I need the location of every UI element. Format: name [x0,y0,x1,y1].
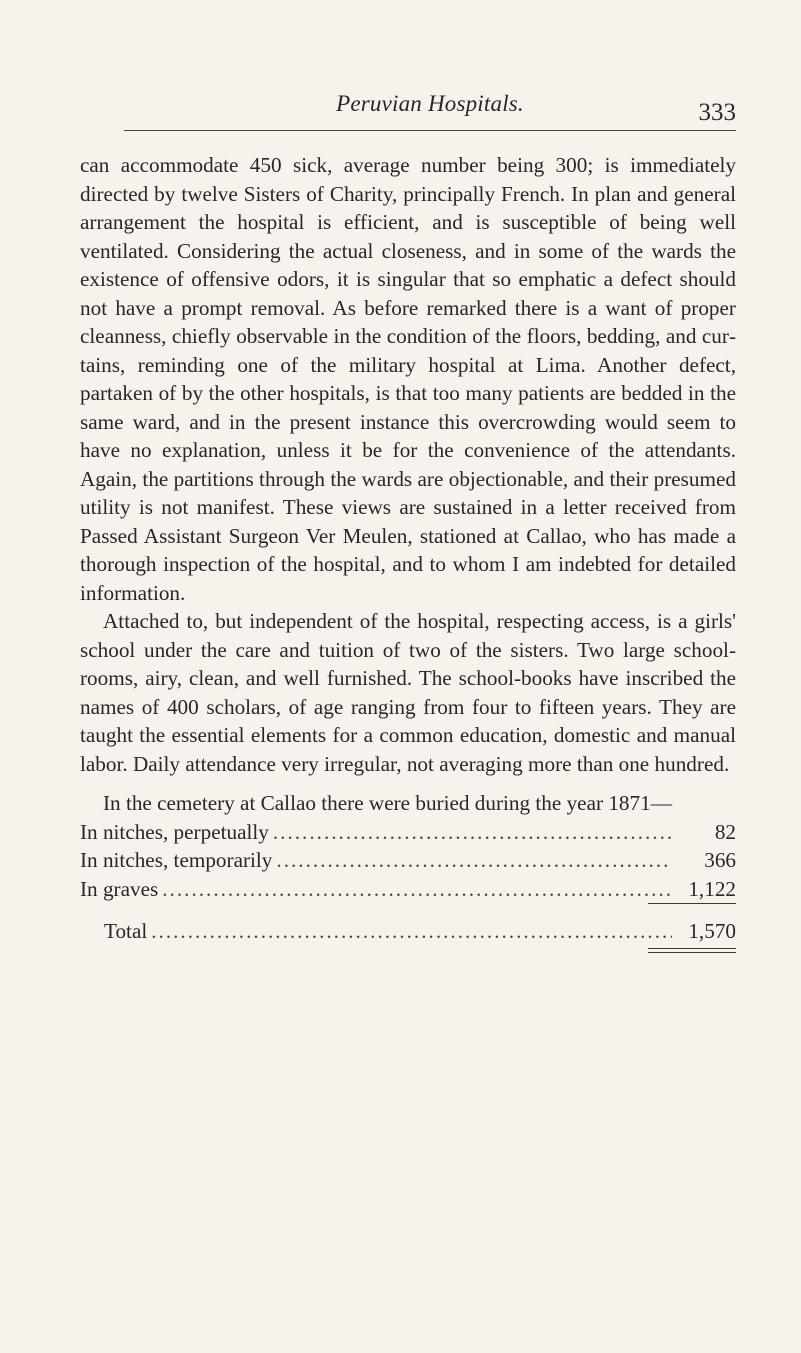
paragraph-school: Attached to, but independent of the hospital, respecting access, is a girls' school under the care and tuition of two of the sisters. Two large school-rooms, airy, clean, and well furnished. The school-books have inscribed the names of 400 scholars, of age ranging from four to fifteen years. They are taught the essential elements for a common education, domestic and manual labor. Daily attendance very irregular, not averaging more than one hundred. [80,609,736,776]
table-row [80,818,736,847]
row-label: In nitches, temporarily [80,848,273,872]
sum-line [648,903,736,904]
leader-dots [276,846,672,875]
burials-table [80,818,736,956]
table-row [80,875,736,904]
paragraph-cemetery: In the cemetery at Callao there were buried during the year 1871— [103,791,672,815]
body-text [80,151,736,956]
row-value: 1,122 [688,876,736,901]
leader-dots [162,875,672,904]
total-value: 1,570 [688,919,736,943]
header-rule [124,130,736,131]
row-label: In nitches, perpetually [80,819,269,844]
double-rule [80,948,736,956]
row-value: 82 [714,819,736,844]
paragraph-gap [80,778,736,789]
row-label: In graves [80,876,159,901]
leader-dots [273,818,672,847]
total-label: Total [104,919,148,943]
table-row [80,846,736,875]
leader-dots [151,917,672,946]
paragraph-hospital: can accommodate 450 sick, average number being 300; is immediately directed by twelve Sisters of Charity, principally French. In plan and general arrangement the hospital is efficient, and is susceptible of being well ventilated. Considering the actual closeness, and in some of the wards the existence of offensive odors, it is singular that so emphatic a defect should not have a prompt removal. As before remarked there is a want of proper cleanness, chiefly observable in the condition of the floors, bedding, and curtains, reminding one of the military hospital at Lima. Another defect, partaken of by the other hospitals, is that too many patients are bedded in the same ward, and in the present instance this overcrowding would seem to have no explanation, unless it be for the convenience of the attendants. Again, the partitions through the wards are objectionable, and their presumed utility is not manifest. These views are sustained in a letter received from Passed Assistant Surgeon Ver Meulen, stationed at Callao, who has made a thorough inspection of the hospital, and to whom I am indebted for detailed information. [80,153,736,605]
running-title: Peruvian Hospitals. [336,91,524,116]
total-row [80,917,736,946]
page-header [124,58,736,126]
double-rule-line [648,952,736,953]
double-rule-line [648,948,736,949]
row-value: 366 [704,848,736,872]
page-number: 333 [698,99,736,126]
